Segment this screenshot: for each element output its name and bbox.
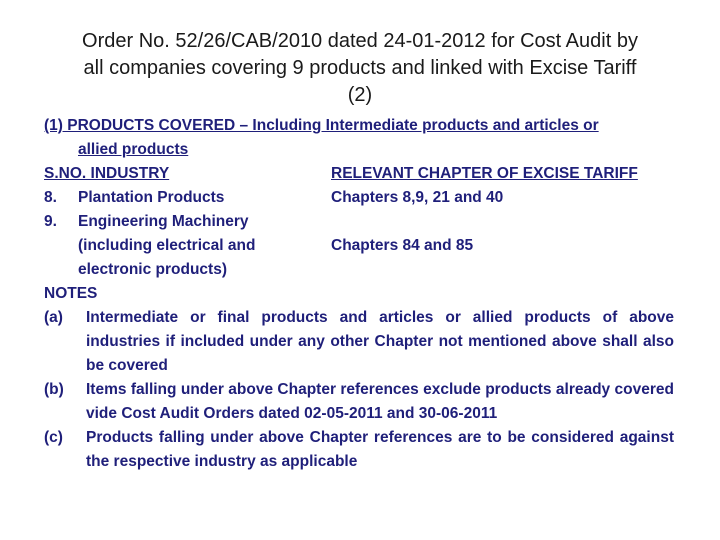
header-chapter: RELEVANT CHAPTER OF EXCISE TARIFF [331, 165, 638, 182]
table-row [44, 186, 674, 210]
title-line-1: Order No. 52/26/CAB/2010 dated 24-01-2012 for Cost Audit by [82, 30, 638, 52]
table-header-row [44, 162, 674, 186]
section-heading-cont: allied products [78, 141, 189, 158]
note-text: Products falling under above Chapter references are to be considered against the respective industry as applicable [86, 429, 674, 470]
note-label: (a) [44, 309, 63, 326]
row-industry-line3: electronic products) [78, 261, 227, 278]
table-row-cont [44, 258, 674, 282]
note-text: Items falling under above Chapter references exclude products already covered vide Cost Audit Orders dated 02-05-2011 and 30-06-2011 [86, 381, 674, 422]
title-line-3: (2) [347, 84, 373, 106]
note-item [44, 426, 674, 474]
table-row [44, 210, 674, 234]
note-label: (b) [44, 381, 64, 398]
note-text: Intermediate or final products and articles or allied products of above industries if included under any other Chapter not mentioned above shall also be covered [86, 309, 674, 374]
slide-title [30, 28, 690, 109]
notes-heading: NOTES [44, 285, 98, 302]
note-item [44, 378, 674, 426]
section-heading: (1) PRODUCTS COVERED – Including Intermediate products and articles or [44, 117, 599, 134]
row-chapter: Chapters 8,9, 21 and 40 [331, 189, 504, 206]
note-item [44, 306, 674, 378]
table-row-cont [44, 234, 674, 258]
title-line-2: all companies covering 9 products and linked with Excise Tariff [83, 57, 637, 79]
row-number: 8. [44, 189, 57, 206]
row-chapter: Chapters 84 and 85 [331, 237, 474, 254]
slide-body [44, 114, 674, 474]
row-industry-line2: (including electrical and [78, 237, 256, 254]
header-sno-industry: S.NO. INDUSTRY [44, 165, 170, 182]
row-number: 9. [44, 213, 57, 230]
row-industry: Plantation Products [78, 189, 225, 206]
note-label: (c) [44, 429, 63, 446]
row-industry: Engineering Machinery [78, 213, 249, 230]
